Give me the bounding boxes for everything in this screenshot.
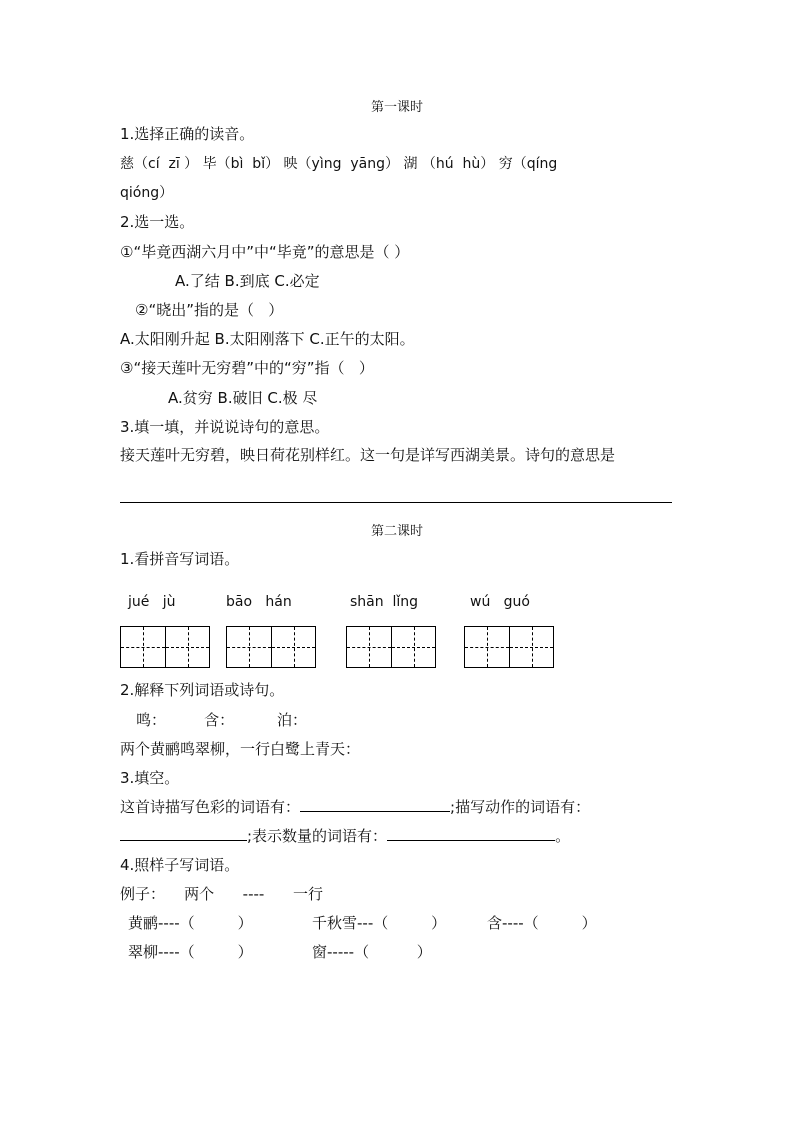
pinyin-3: shān lǐng — [350, 594, 419, 610]
l2-q4-item-1: 黄鹂----（ ） — [128, 914, 253, 932]
l1-q2: 2.选一选。 — [120, 213, 195, 231]
l2-q1: 1.看拼音写词语。 — [120, 550, 240, 568]
l2-q4-example: 例子： 两个 ---- 一行 — [120, 885, 323, 903]
l1-q1: 1.选择正确的读音。 — [120, 125, 255, 143]
l2-q4: 4.照样子写词语。 — [120, 856, 240, 874]
l2-q3-line1 — [120, 797, 590, 817]
writing-grid-1[interactable] — [120, 626, 210, 668]
l2-q4-item-3: 含----（ ） — [487, 914, 597, 932]
l2-q4-item-5: 窗-----（ ） — [312, 943, 432, 961]
l2-q3-label-number: ;表示数量的词语有： — [247, 827, 388, 845]
l1-q2-3: ③“接天莲叶无穷碧”中的“穷”指（ ） — [120, 359, 374, 377]
l1-q2-3-options: A.贫穷 B.破旧 C.极 尽 — [168, 389, 318, 407]
l2-q4-item-4: 翠柳----（ ） — [128, 943, 253, 961]
l1-q2-1-options: A.了结 B.到底 C.必定 — [175, 272, 320, 290]
l2-q3-line2 — [120, 826, 570, 846]
pinyin-2: bāo hán — [226, 594, 292, 610]
pinyin-4: wú guó — [470, 594, 530, 610]
l1-q3-text: 接天莲叶无穷碧，映日荷花别样红。这一句是详写西湖美景。诗句的意思是 — [120, 446, 616, 464]
l2-q2: 2.解释下列词语或诗句。 — [120, 681, 285, 699]
writing-grid-4[interactable] — [464, 626, 554, 668]
lesson2-title: 第二课时 — [370, 524, 423, 539]
l2-q2-poem: 两个黄鹂鸣翠柳，一行白鹭上青天： — [120, 740, 361, 758]
l2-q3-label-action: ;描写动作的词语有： — [450, 798, 591, 816]
l1-q3: 3.填一填，并说说诗句的意思。 — [120, 418, 330, 436]
l2-q3: 3.填空。 — [120, 769, 180, 787]
l2-q4-item-2: 千秋雪---（ ） — [312, 914, 447, 932]
answer-line — [120, 502, 672, 503]
blank-number-words[interactable] — [387, 826, 555, 841]
l1-q2-2-options: A.太阳刚升起 B.太阳刚落下 C.正午的太阳。 — [120, 330, 415, 348]
l2-q3-end: 。 — [555, 827, 571, 845]
l1-q1-line1: 慈（cí zī ） 毕（bì bǐ） 映（yìng yāng） 湖 （hú hù） 穷（qíng — [120, 156, 558, 172]
blank-action-words[interactable] — [120, 826, 247, 841]
lesson1-title: 第一课时 — [370, 100, 423, 115]
l1-q2-1: ①“毕竟西湖六月中”中“毕竟”的意思是（ ） — [120, 243, 410, 261]
l2-q2-words: 鸣： 含： 泊： — [136, 711, 308, 729]
pinyin-1: jué jù — [128, 594, 176, 610]
l2-q3-label-color: 这首诗描写色彩的词语有： — [120, 798, 301, 816]
l1-q1-line2: qióng） — [120, 185, 174, 201]
writing-grid-2[interactable] — [226, 626, 316, 668]
l1-q2-2: ②“晓出”指的是（ ） — [135, 301, 284, 319]
writing-grid-3[interactable] — [346, 626, 436, 668]
blank-color-words[interactable] — [300, 797, 450, 812]
